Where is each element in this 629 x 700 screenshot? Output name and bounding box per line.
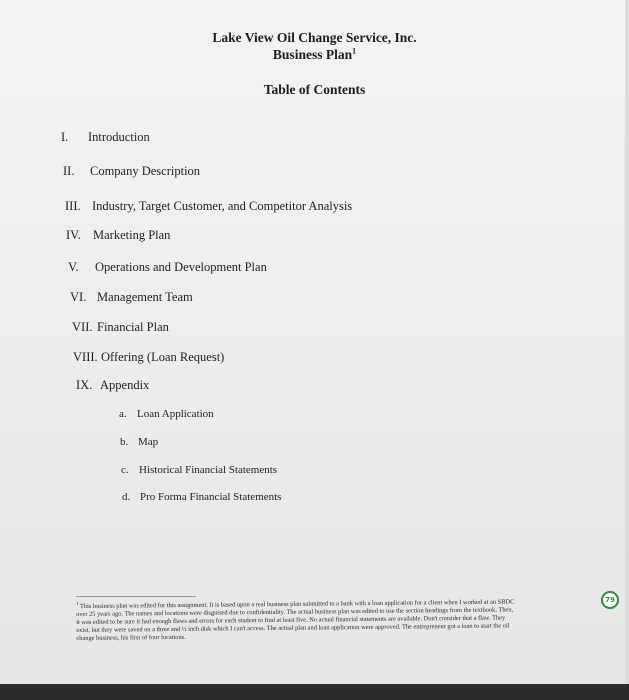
toc-item-label: Operations and Development Plan [95, 260, 267, 274]
toc-item-number: V. [68, 260, 79, 274]
appendix-item-map [120, 436, 158, 448]
appendix-item-number: b. [120, 436, 129, 448]
toc-item-number: III. [65, 199, 81, 213]
appendix-item-number: c. [121, 464, 129, 476]
toc-item-label: Company Description [90, 164, 201, 178]
toc-item-appendix [76, 378, 149, 393]
document-subtitle [0, 47, 629, 63]
title-footnote-marker: 1 [352, 46, 357, 56]
badge-value: 79 [605, 596, 615, 604]
footnote-divider [76, 596, 196, 597]
toc-item-marketing-plan [66, 228, 170, 243]
appendix-item-number: d. [122, 491, 131, 503]
toc-item-label: Introduction [88, 130, 150, 144]
toc-item-number: IX. [76, 378, 93, 392]
toc-item-number: VIII. [73, 350, 98, 364]
toc-item-number: VII. [72, 320, 93, 334]
page-edge [625, 0, 629, 684]
toc-item-label: Industry, Target Customer, and Competitor Analysis [92, 199, 353, 213]
toc-item-operations-plan [68, 260, 267, 275]
toc-item-industry-analysis [65, 199, 352, 214]
footnote [76, 596, 516, 642]
toc-item-offering [73, 350, 224, 365]
toc-item-label: Marketing Plan [93, 228, 171, 242]
document-title [0, 30, 629, 46]
footnote-marker: 1 [76, 601, 79, 607]
appendix-item-label: Loan Application [137, 408, 214, 420]
title-line-2: Business Plan [272, 47, 353, 62]
toc-item-label: Offering (Loan Request) [101, 350, 225, 364]
appendix-item-label: Pro Forma Financial Statements [140, 491, 282, 503]
toc-item-financial-plan [72, 320, 169, 335]
toc-heading [0, 82, 629, 98]
title-line-1: Lake View Oil Change Service, Inc. [212, 30, 417, 45]
toc-heading-text: Table of Contents [263, 82, 366, 97]
toc-item-label: Appendix [100, 378, 150, 392]
toc-item-label: Management Team [97, 290, 193, 304]
appendix-item-label: Historical Financial Statements [139, 464, 278, 476]
toc-item-number: VI. [70, 290, 87, 304]
toc-item-company-description [63, 164, 200, 179]
toc-item-number: II. [63, 164, 75, 178]
toc-item-number: I. [61, 130, 69, 144]
appendix-item-number: a. [119, 408, 127, 420]
toc-item-management-team [70, 290, 193, 305]
appendix-item-label: Map [138, 436, 159, 448]
appendix-item-pro-forma-statements [122, 491, 281, 503]
appendix-item-loan-application [119, 408, 214, 420]
footnote-text: This business plan was edited for this assignment. It is based upon a real business plan submitted to a bank with a loan application for a client when I worked at an SBDC over 25 years ago. The names and locations were disguised due to confidentiality. The actual business plan was edited to use the section headings from the textbook. Then, it was edited to be sure it had enough flaws and errors for each student to find at least five. No actual financial statements are available. Don't consider that a flaw. They exist, but they were saved on a three and ½ inch disk which I can't access. The actual plan and loan application were approved. The entrepreneur got a loan to start the oil change business, his first of four locations. [76, 598, 515, 642]
toc-item-label: Financial Plan [97, 320, 169, 334]
appendix-item-historical-statements [121, 464, 277, 476]
page-count-badge[interactable] [601, 591, 619, 609]
toc-item-introduction [61, 130, 150, 145]
toc-item-number: IV. [66, 228, 81, 242]
